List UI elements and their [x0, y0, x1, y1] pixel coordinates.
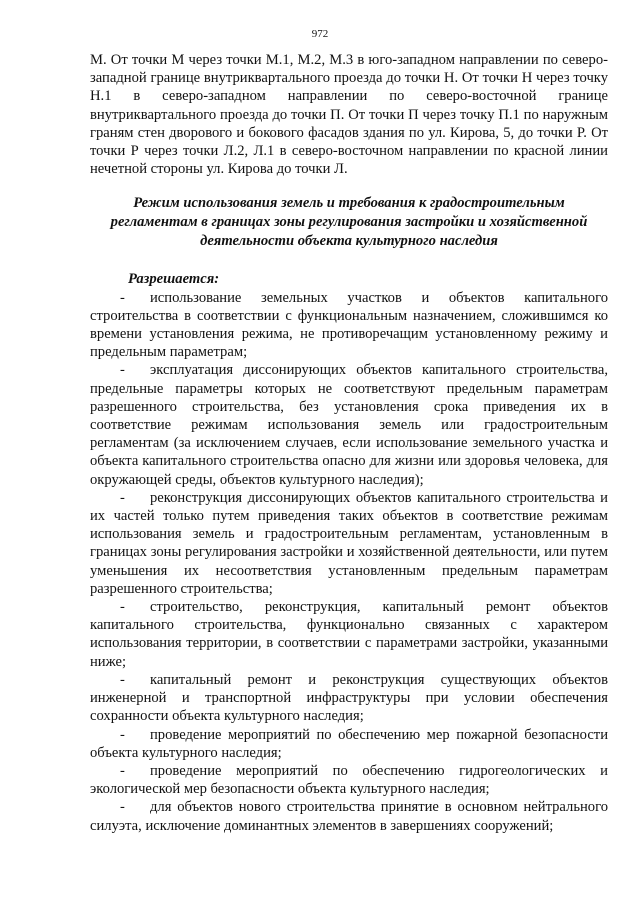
list-item-text: реконструкция диссонирующих объектов капитального строительства и их частей только путем приведения таких объектов в соответствие режимам использования земель и градостроительным регламентам, установленным в границах зоны регулирования застройки и хозяйственной деятельности, или путем уменьшения их несоответствия установленным предельным параметрам разрешенного строительства;: [90, 489, 608, 597]
bullet-dash: -: [120, 489, 125, 506]
list-item: [90, 598, 608, 671]
bullet-dash: -: [120, 726, 125, 743]
bullet-dash: -: [120, 362, 125, 379]
list-item-text: проведение мероприятий по обеспечению гидрогеологических и экологической мер безопасности объекта культурного наследия;: [90, 762, 608, 798]
list-item: [90, 361, 608, 488]
intro-paragraph: М. От точки М через точки М.1, М.2, М.3 в юго-западном направлении по северо-западной границе внутриквартального проезда до точки Н. От точки Н через точку Н.1 в северо-западном направлении по северо-восточной границе внутриквартального проезда до точки П. От точки П через точку П.1 по наружным граням стен дворового и бокового фасадов здания по ул. Кирова, 5, до точки Р. От точки Р через точки Л.2, Л.1 в северо-восточном направлении по красной линии нечетной стороны ул. Кирова до точки Л.: [90, 52, 608, 178]
list-item: [90, 726, 608, 762]
bullet-dash: -: [120, 799, 125, 816]
page-number: 972: [311, 28, 329, 40]
list-item: [90, 489, 608, 598]
list-item-text: для объектов нового строительства принятие в основном нейтрального силуэта, исключение доминантных элементов в завершениях сооружений;: [90, 799, 608, 834]
bullet-dash: -: [120, 671, 125, 688]
list-item: [90, 289, 608, 362]
list-item-text: проведение мероприятий по обеспечению мер пожарной безопасности объекта культурного наследия;: [90, 726, 608, 761]
list-item-text: строительство, реконструкция, капитальный ремонт объектов капитального строительства, функционально связанных с характером использования территории, в соответствии с параметрами застройки, указанными ниже;: [90, 599, 608, 670]
allowed-label: Разрешается:: [128, 271, 220, 288]
page-content: [90, 51, 608, 835]
list-item-text: использование земельных участков и объектов капитального строительства в соответствии с функциональным назначением, сложившимся ко времени установления режима, не противоречащим установленному режиму и предельным параметрам;: [90, 289, 608, 361]
list-item-text: капитальный ремонт и реконструкция существующих объектов инженерной и транспортной инфраструктуры при условии обеспечения сохранности объекта культурного наследия;: [90, 671, 608, 725]
bullet-dash: -: [120, 289, 125, 306]
list-item: [90, 798, 608, 834]
bullet-dash: -: [120, 599, 125, 616]
section-heading: Режим использования земель и требования к градостроительным регламентам в границах зоны регулирования застройки и хозяйственной деятельности объекта культурного наследия: [110, 195, 588, 250]
list-item: [90, 671, 608, 726]
list-item-text: эксплуатация диссонирующих объектов капитального строительства, предельные параметры которых не соответствуют предельным параметрам разрешенного строительства, без установления срока приведения их в соответствие режимам использования земель или градостроительным регламентам (за исключением случаев, если использование земельного участка и объекта капитального строительства опасно для жизни или здоровья человека, для окружающей среды, объектов культурного наследия);: [90, 362, 608, 488]
bullet-dash: -: [120, 762, 125, 779]
list-item: [90, 762, 608, 798]
